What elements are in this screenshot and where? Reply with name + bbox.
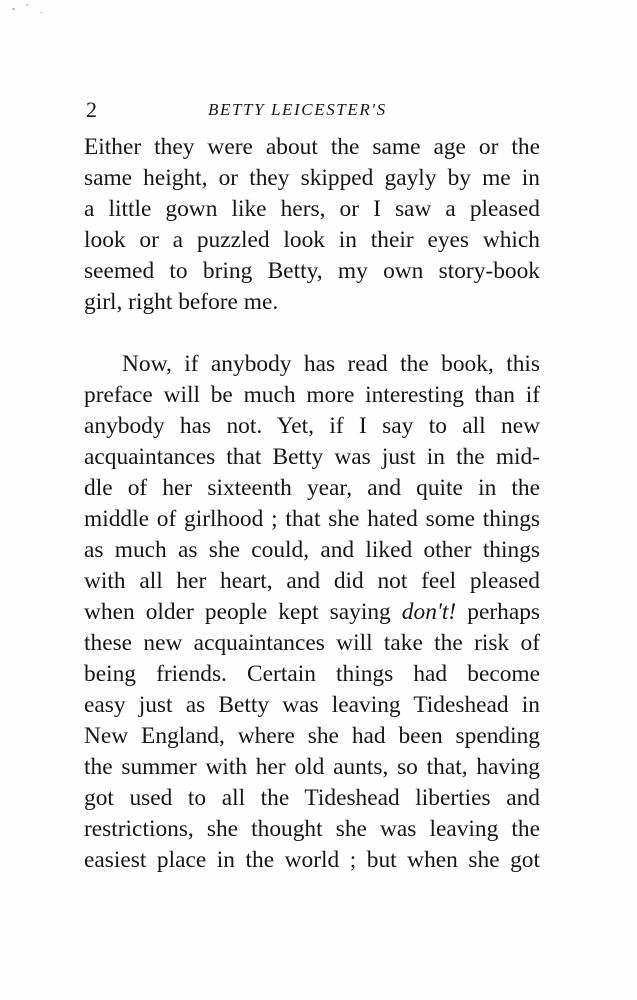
paper-speck	[40, 12, 42, 13]
text-line: anybody has not. Yet, if I say to all new	[84, 413, 540, 439]
text-line: being friends. Certain things had become	[84, 661, 540, 687]
text-line: easiest place in the world ; but when she got	[84, 847, 540, 873]
text-line: got used to all the Tideshead liberties and	[84, 785, 540, 811]
text-line: girl, right before me.	[84, 289, 279, 315]
text-line: these new acquaintances will take the risk of	[84, 630, 540, 656]
text-line: same height, or they skipped gayly by me in	[84, 165, 540, 191]
text-line: middle of girlhood ; that she hated some things	[84, 506, 540, 532]
paragraph	[84, 132, 540, 318]
text-run: perhaps	[456, 599, 541, 625]
text-line: easy just as Betty was leaving Tideshead in	[84, 692, 540, 718]
text-run: when older people kept saying	[84, 599, 402, 625]
text-line: a little gown like hers, or I saw a pleased	[84, 196, 540, 222]
text-line: Either they were about the same age or the	[84, 134, 540, 160]
text-line: New England, where she had been spending	[84, 723, 540, 749]
paper-speck	[26, 4, 28, 6]
text-line-with-italic	[84, 597, 540, 628]
running-head: BETTY LEICESTER'S	[208, 100, 387, 119]
page-number: 2	[86, 97, 97, 122]
text-line: preface will be much more interesting than if	[84, 382, 540, 408]
body-text	[84, 132, 540, 876]
text-line: dle of her sixteenth year, and quite in the	[84, 475, 540, 501]
paragraph	[84, 349, 540, 876]
text-line: acquaintances that Betty was just in the mid-	[84, 444, 540, 470]
paragraph-gap	[84, 318, 540, 349]
paper-speck	[12, 8, 15, 10]
text-line: with all her heart, and did not feel pleased	[84, 568, 540, 594]
text-line: the summer with her old aunts, so that, having	[84, 754, 540, 780]
text-line: seemed to bring Betty, my own story-book	[84, 258, 540, 284]
text-line: restrictions, she thought she was leaving the	[84, 816, 540, 842]
text-line: Now, if anybody has read the book, this	[122, 351, 540, 377]
italic-phrase: don't!	[401, 599, 457, 625]
text-line: as much as she could, and liked other things	[84, 537, 540, 563]
page-header	[84, 96, 538, 126]
text-line: look or a puzzled look in their eyes which	[84, 227, 540, 253]
